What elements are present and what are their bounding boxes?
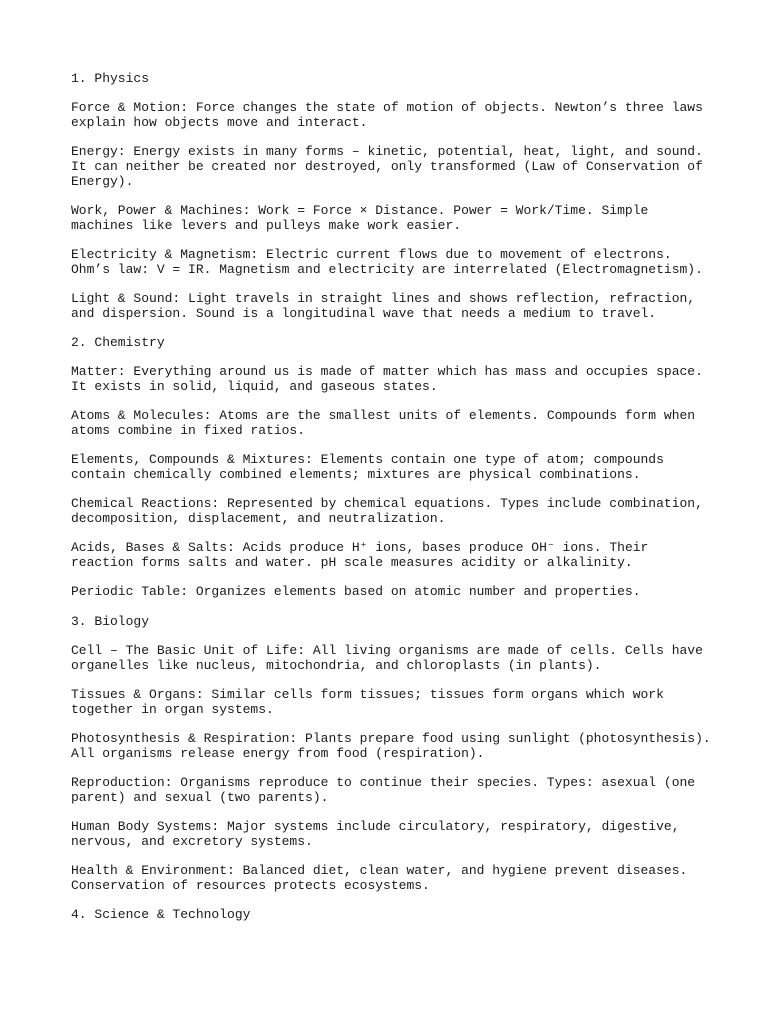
section-heading: 3. Biology <box>71 613 150 629</box>
paragraph: Health & Environment: Balanced diet, clean water, and hygiene prevent diseases. Conservation of resources protects ecosystems. <box>71 862 688 893</box>
paragraph: Matter: Everything around us is made of matter which has mass and occupies space. It exists in solid, liquid, and gaseous states. <box>71 364 703 394</box>
paragraph: Atoms & Molecules: Atoms are the smallest units of elements. Compounds form when atoms combine in fixed ratios. <box>71 408 696 438</box>
section-heading: 4. Science & Technology <box>71 906 251 922</box>
paragraph: Reproduction: Organisms reproduce to continue their species. Types: asexual (one parent) and sexual (two parents). <box>71 774 696 805</box>
paragraph: Photosynthesis & Respiration: Plants prepare food using sunlight (photosynthesis). All organisms release energy from food (respiration). <box>71 730 711 761</box>
paragraph: Cell – The Basic Unit of Life: All living organisms are made of cells. Cells have organelles like nucleus, mitochondria, and chloroplasts (in plants). <box>71 642 703 673</box>
section-heading: 2. Chemistry <box>71 335 165 350</box>
document-page <box>71 72 711 937</box>
paragraph: Periodic Table: Organizes elements based on atomic number and properties. <box>71 584 641 600</box>
paragraph: Human Body Systems: Major systems include circulatory, respiratory, digestive, nervous, and excretory systems. <box>71 818 680 849</box>
paragraph: Electricity & Magnetism: Electric current flows due to movement of electrons. Ohm’s law: V = IR. Magnetism and electricity are interrelated (Electromagnetism). <box>71 247 703 277</box>
paragraph: Chemical Reactions: Represented by chemical equations. Types include combination, decomposition, displacement, and neutralization. <box>71 496 703 526</box>
paragraph: Elements, Compounds & Mixtures: Elements contain one type of atom; compounds contain chemically combined elements; mixtures are physical combinations. <box>71 452 664 482</box>
paragraph: Light & Sound: Light travels in straight lines and shows reflection, refraction, and dispersion. Sound is a longitudinal wave that needs a medium to travel. <box>71 291 696 321</box>
section-biology <box>71 615 711 894</box>
section-chemistry <box>71 336 711 600</box>
section-heading: 1. Physics <box>71 71 150 86</box>
paragraph: Energy: Energy exists in many forms – kinetic, potential, heat, light, and sound. It can neither be created nor destroyed, only transformed (Law of Conservation of Energy). <box>71 144 703 189</box>
paragraph: Force & Motion: Force changes the state of motion of objects. Newton’s three laws explain how objects move and interact. <box>71 100 703 130</box>
paragraph: Acids, Bases & Salts: Acids produce H⁺ ions, bases produce OH⁻ ions. Their reaction forms salts and water. pH scale measures acidity or alkalinity. <box>71 540 649 570</box>
section-physics <box>71 72 711 321</box>
section-science-technology <box>71 908 711 923</box>
paragraph: Tissues & Organs: Similar cells form tissues; tissues form organs which work together in organ systems. <box>71 686 664 717</box>
paragraph: Work, Power & Machines: Work = Force × Distance. Power = Work/Time. Simple machines like levers and pulleys make work easier. <box>71 203 649 233</box>
